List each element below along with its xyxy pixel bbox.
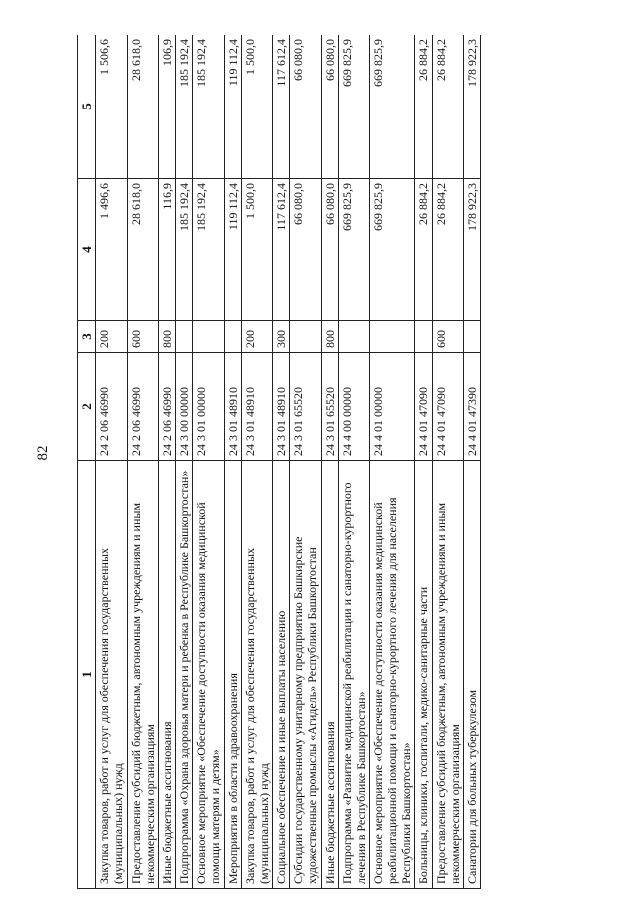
row-name: Субсидии государственному унитарному предприятию Башкирские художественные промыслы «Агидель» Республики Башкортостан — [290, 461, 321, 889]
row-name: Подпрограмма «Охрана здоровья матери и ребенка в Республике Башкортостан» — [176, 461, 193, 889]
row-value-col5: 178 922,3 — [463, 35, 480, 179]
row-value-col4: 1 496,6 — [96, 179, 127, 321]
row-type — [193, 321, 224, 353]
table-row — [158, 35, 175, 889]
row-value-col5: 669 825,9 — [369, 35, 414, 179]
table-viewport — [77, 35, 551, 889]
row-code: 24 3 01 00000 — [193, 353, 224, 461]
table-row — [127, 35, 158, 889]
row-value-col5: 28 618,0 — [127, 35, 158, 179]
header-col-2: 2 — [78, 353, 96, 461]
row-value-col5: 66 080,0 — [321, 35, 338, 179]
row-value-col4: 117 612,4 — [273, 179, 290, 321]
table-row — [321, 35, 338, 889]
header-col-1: 1 — [78, 461, 96, 889]
row-value-col4: 178 922,3 — [463, 179, 480, 321]
row-value-col5: 26 884,2 — [415, 35, 432, 179]
row-type — [176, 321, 193, 353]
row-name: Закупка товаров, работ и услуг для обеспечения государственных (муниципальных) нужд — [96, 461, 127, 889]
row-value-col4: 119 112,4 — [224, 179, 241, 321]
table-row — [224, 35, 241, 889]
row-name: Подпрограмма «Развитие медицинской реабилитации и санаторно-курортного лечения в Республике Башкортостан» — [338, 461, 369, 889]
row-type: 600 — [432, 321, 463, 353]
row-value-col4: 66 080,0 — [321, 179, 338, 321]
table-row — [241, 35, 272, 889]
row-code: 24 3 01 48910 — [241, 353, 272, 461]
row-value-col4: 669 825,9 — [338, 179, 369, 321]
row-type: 300 — [273, 321, 290, 353]
row-type: 600 — [127, 321, 158, 353]
table-row — [96, 35, 127, 889]
row-code: 24 3 01 65520 — [290, 353, 321, 461]
row-value-col5: 185 192,4 — [176, 35, 193, 179]
row-value-col4: 1 500,0 — [241, 179, 272, 321]
header-col-4: 4 — [78, 179, 96, 321]
row-name: Социальное обеспечение и иные выплаты населению — [273, 461, 290, 889]
row-value-col4: 66 080,0 — [290, 179, 321, 321]
table-row — [369, 35, 414, 889]
row-code: 24 4 01 00000 — [369, 353, 414, 461]
row-name: Мероприятия в области здравоохранения — [224, 461, 241, 889]
row-value-col4: 26 884,2 — [432, 179, 463, 321]
row-value-col4: 185 192,4 — [176, 179, 193, 321]
row-value-col5: 1 500,0 — [241, 35, 272, 179]
row-type: 800 — [158, 321, 175, 353]
row-value-col5: 1 506,6 — [96, 35, 127, 179]
row-name: Закупка товаров, работ и услуг для обеспечения государственных (муниципальных) нужд — [241, 461, 272, 889]
row-type: 800 — [321, 321, 338, 353]
row-code: 24 2 06 46990 — [127, 353, 158, 461]
row-value-col4: 185 192,4 — [193, 179, 224, 321]
row-code: 24 4 01 47390 — [463, 353, 480, 461]
row-name: Иные бюджетные ассигнования — [158, 461, 175, 889]
rotated-table-wrapper — [77, 35, 551, 889]
table-row — [415, 35, 432, 889]
row-code: 24 3 01 65520 — [321, 353, 338, 461]
row-type — [415, 321, 432, 353]
table-row — [273, 35, 290, 889]
budget-table — [77, 35, 481, 889]
row-name: Больницы, клиники, госпитали, медико-санитарные части — [415, 461, 432, 889]
row-value-col5: 117 612,4 — [273, 35, 290, 179]
row-value-col5: 185 192,4 — [193, 35, 224, 179]
row-code: 24 3 00 00000 — [176, 353, 193, 461]
row-code: 24 3 01 48910 — [224, 353, 241, 461]
row-value-col4: 669 825,9 — [369, 179, 414, 321]
row-value-col5: 106,9 — [158, 35, 175, 179]
table-row — [290, 35, 321, 889]
header-col-3: 3 — [78, 321, 96, 353]
row-type: 200 — [96, 321, 127, 353]
row-value-col5: 119 112,4 — [224, 35, 241, 179]
table-row — [176, 35, 193, 889]
page-number: 82 — [35, 445, 51, 461]
row-code: 24 4 00 00000 — [338, 353, 369, 461]
row-name: Предоставление субсидий бюджетным, автономным учреждениям и иным некоммерческим организациям — [127, 461, 158, 889]
header-col-5: 5 — [78, 35, 96, 179]
row-code: 24 3 01 48910 — [273, 353, 290, 461]
row-value-col4: 116,9 — [158, 179, 175, 321]
header-row — [78, 35, 96, 889]
row-name: Иные бюджетные ассигнования — [321, 461, 338, 889]
row-code: 24 2 06 46990 — [96, 353, 127, 461]
row-name: Основное мероприятие «Обеспечение доступности оказания медицинской реабилитационной помощи и санаторно-курортного лечения для населения Республики Башкортостан» — [369, 461, 414, 889]
table-row — [432, 35, 463, 889]
row-type — [224, 321, 241, 353]
row-value-col4: 28 618,0 — [127, 179, 158, 321]
table-row — [193, 35, 224, 889]
table-row — [338, 35, 369, 889]
row-type — [338, 321, 369, 353]
row-type — [463, 321, 480, 353]
row-code: 24 2 06 46990 — [158, 353, 175, 461]
row-code: 24 4 01 47090 — [415, 353, 432, 461]
row-name: Предоставление субсидий бюджетным, автономным учреждениям и иным некоммерческим организациям — [432, 461, 463, 889]
row-name: Основное мероприятие «Обеспечение доступности оказания медицинской помощи матерям и детям» — [193, 461, 224, 889]
row-type — [369, 321, 414, 353]
row-type — [290, 321, 321, 353]
table-row — [463, 35, 480, 889]
row-value-col5: 669 825,9 — [338, 35, 369, 179]
row-code: 24 4 01 47090 — [432, 353, 463, 461]
row-name: Санатории для больных туберкулезом — [463, 461, 480, 889]
row-value-col5: 26 884,2 — [432, 35, 463, 179]
row-type: 200 — [241, 321, 272, 353]
row-value-col5: 66 080,0 — [290, 35, 321, 179]
row-value-col4: 26 884,2 — [415, 179, 432, 321]
